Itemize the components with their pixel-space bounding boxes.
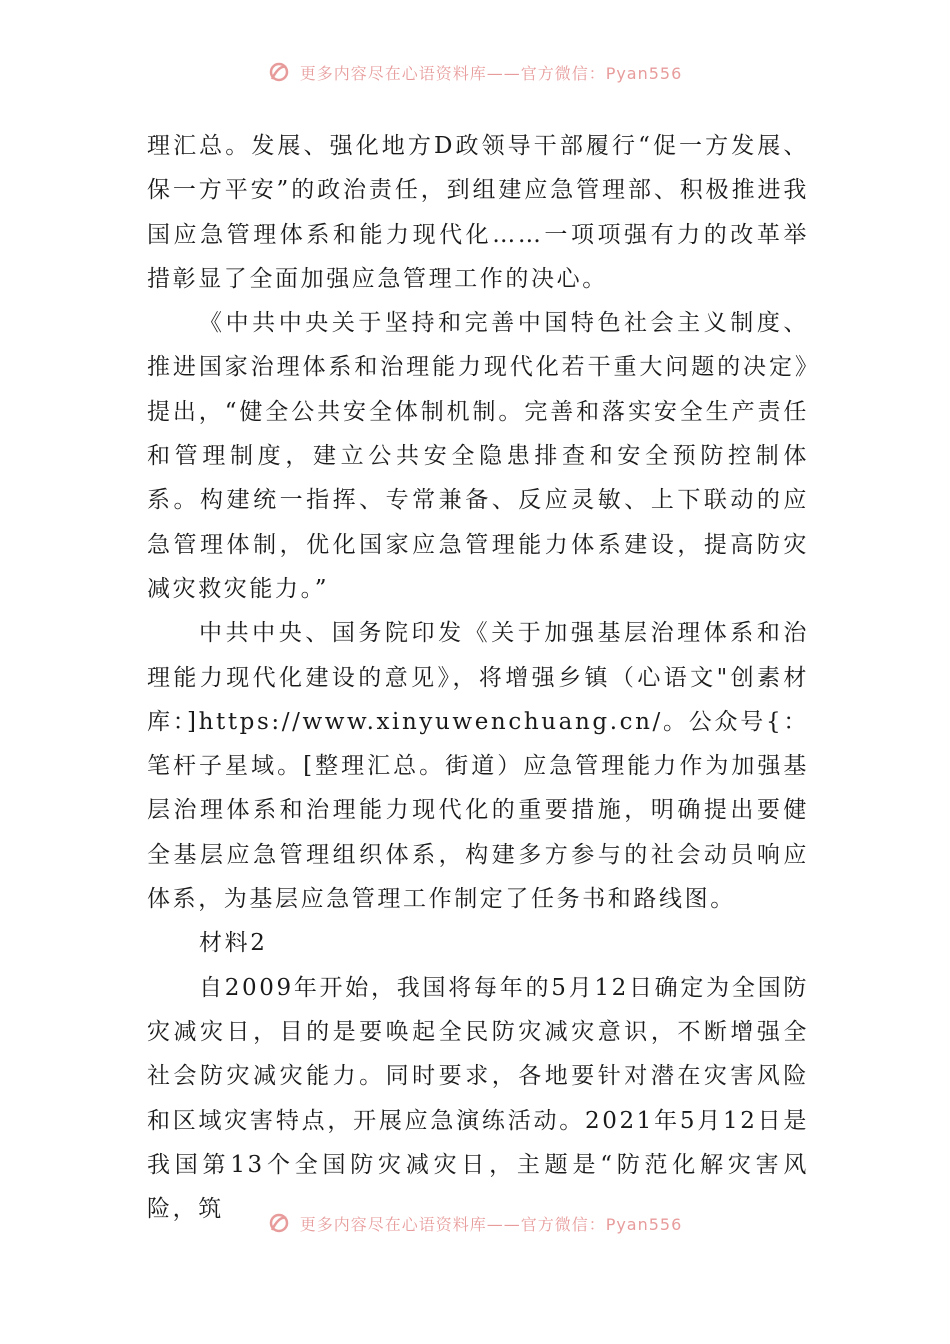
paragraph-5: 自2009年开始，我国将每年的5月12日确定为全国防灾减灾日，目的是要唤起全民防灾减灾意识，不断增强全社会防灾减灾能力。同时要求，各地要针对潜在灾害风险和区域灾害特点，开展应急演练活动。2021年5月12日是我国第13个全国防灾减灾日，主题是“防范化解灾害风险，筑 xyxy=(147,974,809,1223)
watermark-footer xyxy=(0,1208,950,1238)
watermark-text: 更多内容尽在心语资料库——官方微信：Pyan556 xyxy=(299,1214,683,1234)
watermark-logo-icon xyxy=(268,61,290,83)
paragraph-3: 中共中央、国务院印发《关于加强基层治理体系和治理能力现代化建设的意见》，将增强乡镇（心语文"创素材库：]https://www.xinyuwenchuang.cn/。公众号{：笔杆子星域。[整理汇总。街道）应急管理能力作为加强基层治理体系和治理能力现代化的重要措施，明确提出要健全基层应急管理组织体系，构建多方参与的社会动员响应体系，为基层应急管理工作制定了任务书和路线图。 xyxy=(147,620,809,913)
watermark-text: 更多内容尽在心语资料库——官方微信：Pyan556 xyxy=(299,63,683,83)
paragraph-1: 理汇总。发展、强化地方D政领导干部履行“促一方发展、保一方平安”的政治责任，到组建应急管理部、积极推进我国应急管理体系和能力现代化……一项项强有力的改革举措彰显了全面加强应急管理工作的决心。 xyxy=(147,133,809,292)
document-body xyxy=(147,124,809,1231)
watermark-header xyxy=(0,57,950,87)
watermark-logo-icon xyxy=(268,1212,290,1234)
paragraph-material-heading: 材料2 xyxy=(199,930,268,957)
paragraph-2: 《中共中央关于坚持和完善中国特色社会主义制度、推进国家治理体系和治理能力现代化若干重大问题的决定》提出，“健全公共安全体制机制。完善和落实安全生产责任和管理制度，建立公共安全隐患排查和安全预防控制体系。构建统一指挥、专常兼备、反应灵敏、上下联动的应急管理体制，优化国家应急管理能力体系建设，提高防灾减灾救灾能力。” xyxy=(147,310,809,602)
